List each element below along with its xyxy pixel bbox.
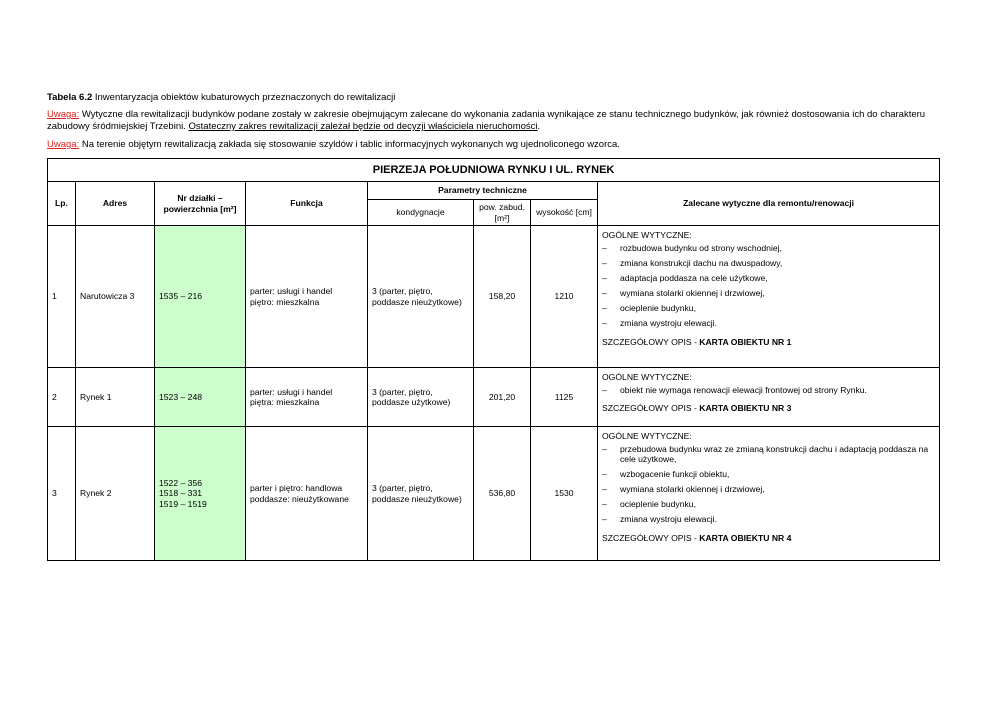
cell-lp: 2 [48, 368, 76, 427]
guideline-text: przebudowa budynku wraz ze zmianą konstrukcji dachu i adaptacją poddasza na cele użytkowe, [620, 443, 929, 464]
cell-wytyczne [598, 368, 940, 427]
inventory-table [47, 158, 940, 561]
cell-pow: 536,80 [474, 427, 531, 561]
cell-wysokosc: 1125 [531, 368, 598, 427]
caption-text: Inwentaryzacja obiektów kubaturowych przeznaczonych do rewitalizacji [92, 92, 396, 103]
guideline-text: zmiana konstrukcji dachu na dwuspadowy, [620, 257, 783, 268]
note-signage-label: Uwaga: [47, 139, 80, 150]
guideline-text: wymiana stolarki okiennej i drzwiowej, [620, 483, 765, 494]
header-pow: pow. zabud. [m²] [474, 200, 531, 226]
header-dzialka-label: Nr działki – powierzchnia [m²] [163, 193, 237, 214]
cell-kondygnacje: 3 (parter, piętro, poddasze nieużytkowe) [368, 226, 474, 368]
cell-dzialka: 1522 – 356 1518 – 331 1519 – 1519 [155, 427, 246, 561]
cell-funkcja: parter: usługi i handel piętro: mieszkalna [246, 226, 368, 368]
cell-funkcja: parter i piętro: handlowa poddasze: nieużytkowane [246, 427, 368, 561]
dash-bullet: – [602, 257, 607, 268]
cell-wytyczne [598, 226, 940, 368]
cell-kondygnacje: 3 (parter, piętro, poddasze użytkowe) [368, 368, 474, 427]
header-funkcja: Funkcja [246, 182, 368, 226]
dash-bullet: – [602, 272, 607, 283]
detail-card: KARTA OBIEKTU NR 3 [699, 403, 792, 413]
detail-reference [602, 533, 935, 544]
header-wytyczne: Zalecane wytyczne dla remontu/renowacji [598, 182, 940, 226]
dash-bullet: – [602, 443, 607, 454]
guideline-text: wymiana stolarki okiennej i drzwiowej, [620, 287, 765, 298]
note-scope-end: . [537, 121, 541, 132]
guidelines-list [602, 444, 935, 525]
caption-label: Tabela 6.2 [47, 92, 93, 103]
guideline-item [602, 288, 935, 299]
detail-prefix: SZCZEGÓŁOWY OPIS - [602, 533, 700, 544]
guideline-item [602, 514, 935, 525]
dash-bullet: – [602, 317, 607, 328]
cell-pow: 201,20 [474, 368, 531, 427]
header-lp: Lp. [48, 182, 76, 226]
cell-adres: Rynek 1 [76, 368, 155, 427]
cell-kondygnacje: 3 (parter, piętro, poddasze nieużytkowe) [368, 427, 474, 561]
cell-wysokosc: 1530 [531, 427, 598, 561]
detail-card: KARTA OBIEKTU NR 4 [699, 533, 792, 544]
guideline-item [602, 303, 935, 314]
cell-wysokosc: 1210 [531, 226, 598, 368]
guideline-text: zmiana wystroju elewacji. [620, 513, 717, 524]
cell-lp: 1 [48, 226, 76, 368]
detail-prefix: SZCZEGÓŁOWY OPIS - [602, 403, 700, 413]
note-signage-text: Na terenie objętym rewitalizacją zakłada się stosowanie szyldów i tablic informacyjnych wykonanych wg ujednoliconego wzorca. [79, 139, 620, 150]
guideline-text: rozbudowa budynku od strony wschodniej, [620, 242, 782, 253]
guideline-text: obiekt nie wymaga renowacji elewacji frontowej od strony Rynku. [620, 384, 867, 395]
cell-dzialka: 1523 – 248 [155, 368, 246, 427]
dash-bullet: – [602, 468, 607, 479]
header-kondygnacje: kondygnacje [368, 200, 474, 226]
note-signage [47, 139, 620, 151]
cell-adres: Rynek 2 [76, 427, 155, 561]
header-parametry: Parametry techniczne [368, 182, 598, 200]
table-row [48, 368, 940, 427]
guidelines-heading: OGÓLNE WYTYCZNE: [602, 230, 692, 240]
guideline-item [602, 444, 935, 465]
dash-bullet: – [602, 242, 607, 253]
note-scope-underlined: Ostateczny zakres rewitalizacji zależał będzie od decyzji właściciela nieruchomości [188, 121, 538, 132]
table-title: PIERZEJA POŁUDNIOWA RYNKU I UL. RYNEK [48, 159, 940, 182]
dash-bullet: – [602, 498, 607, 509]
detail-reference [602, 403, 935, 414]
guidelines-heading: OGÓLNE WYTYCZNE: [602, 431, 692, 441]
detail-prefix: SZCZEGÓŁOWY OPIS - [602, 337, 700, 348]
detail-card: KARTA OBIEKTU NR 1 [699, 337, 792, 348]
note-scope [47, 109, 947, 133]
table-row [48, 427, 940, 561]
guidelines-list [602, 243, 935, 329]
guideline-item [602, 499, 935, 510]
note-scope-label: Uwaga: [47, 109, 80, 120]
cell-wytyczne [598, 427, 940, 561]
guideline-text: adaptacja poddasza na cele użytkowe, [620, 272, 768, 283]
note-scope-text: Wytyczne dla rewitalizacji budynków podane zostały w zakresie obejmującym zalecane do wykonania zadania wynikające ze stanu technicznego budynków, jak również dostosowania ich do charakteru zabudowy śródmiejskiej Trzebini. [47, 109, 926, 132]
detail-reference [602, 337, 935, 348]
guideline-text: ocieplenie budynku, [620, 498, 696, 509]
guidelines-heading: OGÓLNE WYTYCZNE: [602, 372, 692, 382]
cell-dzialka: 1535 – 216 [155, 226, 246, 368]
guideline-item [602, 469, 935, 480]
table-caption [47, 92, 395, 104]
dash-bullet: – [602, 513, 607, 524]
cell-lp: 3 [48, 427, 76, 561]
guideline-item [602, 318, 935, 329]
cell-pow: 158,20 [474, 226, 531, 368]
cell-adres: Narutowicza 3 [76, 226, 155, 368]
guidelines-list [602, 385, 935, 396]
dash-bullet: – [602, 384, 607, 395]
guideline-item [602, 258, 935, 269]
guideline-text: zmiana wystroju elewacji. [620, 317, 717, 328]
guideline-item [602, 243, 935, 254]
guideline-item [602, 273, 935, 284]
dash-bullet: – [602, 302, 607, 313]
dash-bullet: – [602, 287, 607, 298]
guideline-text: ocieplenie budynku, [620, 302, 696, 313]
dash-bullet: – [602, 483, 607, 494]
guideline-item [602, 385, 935, 396]
header-dzialka [155, 182, 246, 226]
header-adres: Adres [76, 182, 155, 226]
guideline-item [602, 484, 935, 495]
guideline-text: wzbogacenie funkcji obiektu, [620, 468, 730, 479]
header-wysokosc: wysokość [cm] [531, 200, 598, 226]
table-row [48, 226, 940, 368]
cell-funkcja: parter: usługi i handel piętra: mieszkalna [246, 368, 368, 427]
